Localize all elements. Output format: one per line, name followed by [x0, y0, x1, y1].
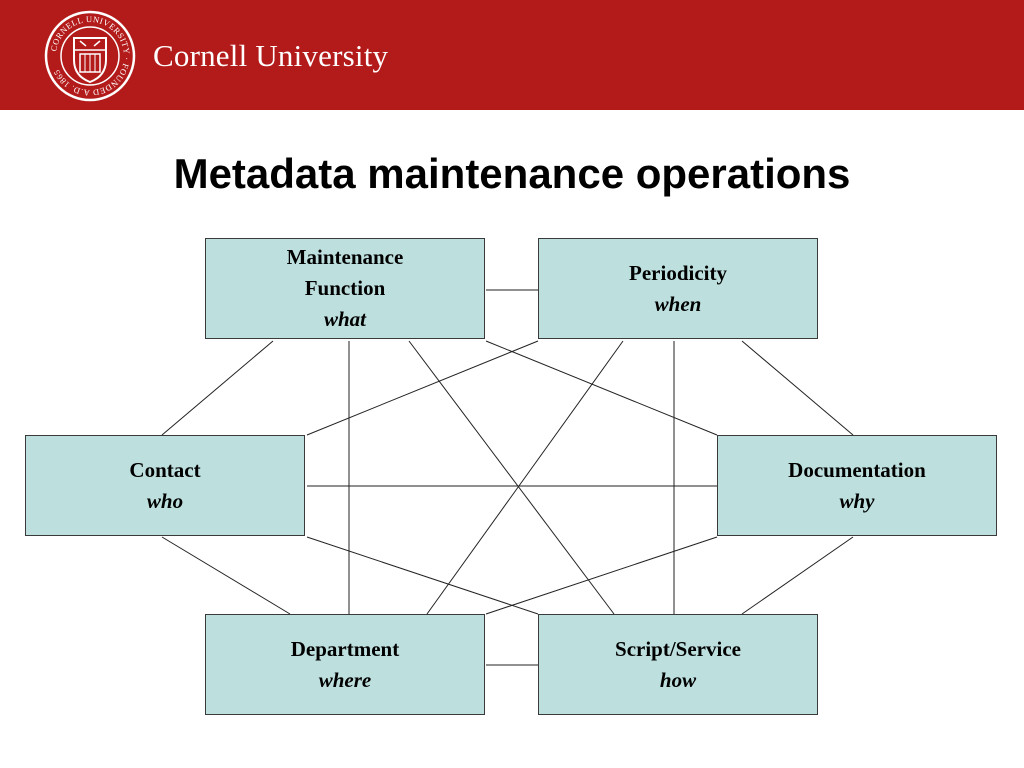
connector-contact-script: [307, 537, 538, 614]
svg-text:CORNELL UNIVERSITY · FOUNDED A: CORNELL UNIVERSITY · FOUNDED A.D. 1865: [48, 13, 133, 99]
node-label: Contact: [129, 457, 201, 482]
node-question: where: [318, 667, 372, 692]
node-question: who: [146, 488, 184, 513]
node-department: [205, 614, 485, 715]
page-title: Metadata maintenance operations: [173, 150, 851, 197]
node-maintenance-function: [205, 238, 485, 339]
connector-periodicity-department: [427, 341, 623, 614]
connector-documentation-department: [486, 537, 717, 614]
connector-maintenance-documentation: [486, 341, 717, 435]
node-label: Department: [290, 636, 400, 661]
connector-contact-department: [162, 537, 290, 614]
node-label: Periodicity: [629, 260, 727, 285]
node-contact: [25, 435, 305, 536]
university-wordmark[interactable]: Cornell University: [153, 38, 389, 73]
connector-periodicity-documentation: [742, 341, 853, 435]
connector-documentation-script: [742, 537, 853, 614]
connector-periodicity-contact: [307, 341, 538, 435]
node-periodicity: [538, 238, 818, 339]
node-question: how: [659, 667, 697, 692]
node-question: why: [839, 488, 875, 513]
connector-maintenance-contact: [162, 341, 273, 435]
node-label: Maintenance Function: [286, 245, 404, 300]
node-question: what: [323, 307, 367, 331]
node-label: Script/Service: [615, 636, 741, 661]
node-documentation: [717, 435, 997, 536]
node-script-service: [538, 614, 818, 715]
node-question: when: [654, 291, 702, 316]
node-label: Documentation: [788, 457, 926, 482]
connector-maintenance-script: [409, 341, 614, 614]
